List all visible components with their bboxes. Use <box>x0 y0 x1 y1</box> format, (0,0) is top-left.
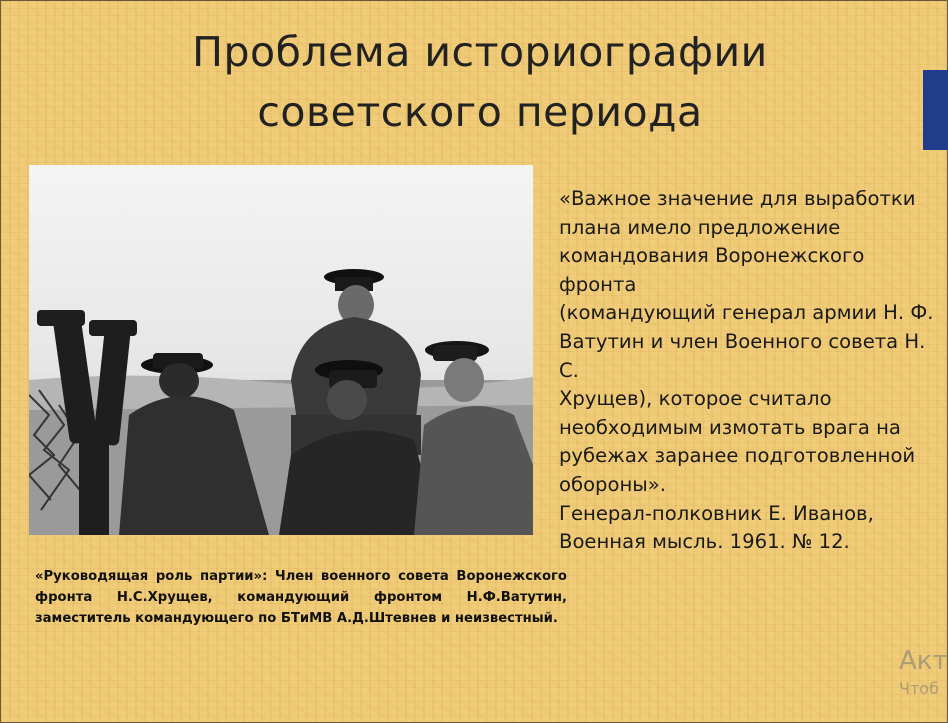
watermark-line-2: Чтоб <box>899 679 939 698</box>
activation-watermark <box>899 644 948 700</box>
quote-line: плана имело предложение <box>559 215 841 239</box>
title-line-2: советского периода <box>257 88 703 136</box>
quote-line: «Важное значение для выработки <box>559 187 916 210</box>
slide-title <box>120 22 840 142</box>
side-tab <box>923 70 948 150</box>
quote-source: Военная мысль. 1961. № 12. <box>559 530 850 554</box>
quote-line: обороны». <box>559 472 666 496</box>
quote-line: необходимым измотать врага на <box>559 415 901 439</box>
photo-caption: «Руководящая роль партии»: Член военного совета Воронежского фронта Н.С.Хрущев, командующий фронтом Н.Ф.Ватутин, заместитель командующего по БТиМВ А.Д.Штевнев и неизвестный. <box>35 569 567 626</box>
quote-line: командования Воронежского фронта <box>559 244 865 296</box>
quote-source: Генерал-полковник Е. Иванов, <box>559 501 874 525</box>
historical-photo <box>29 165 533 535</box>
quote-line: Хрущев), которое считало <box>559 387 832 411</box>
watermark-line-1: Акт <box>899 646 948 676</box>
quote-line: рубежах заранее подготовленной <box>559 444 916 468</box>
quote-line: Ватутин и член Военного совета Н. С. <box>559 329 926 382</box>
title-line-1: Проблема историографии <box>192 28 768 76</box>
photo-image <box>29 165 533 535</box>
quote-line: (командующий генерал армии Н. Ф. <box>559 301 934 325</box>
quote-block <box>559 185 941 557</box>
